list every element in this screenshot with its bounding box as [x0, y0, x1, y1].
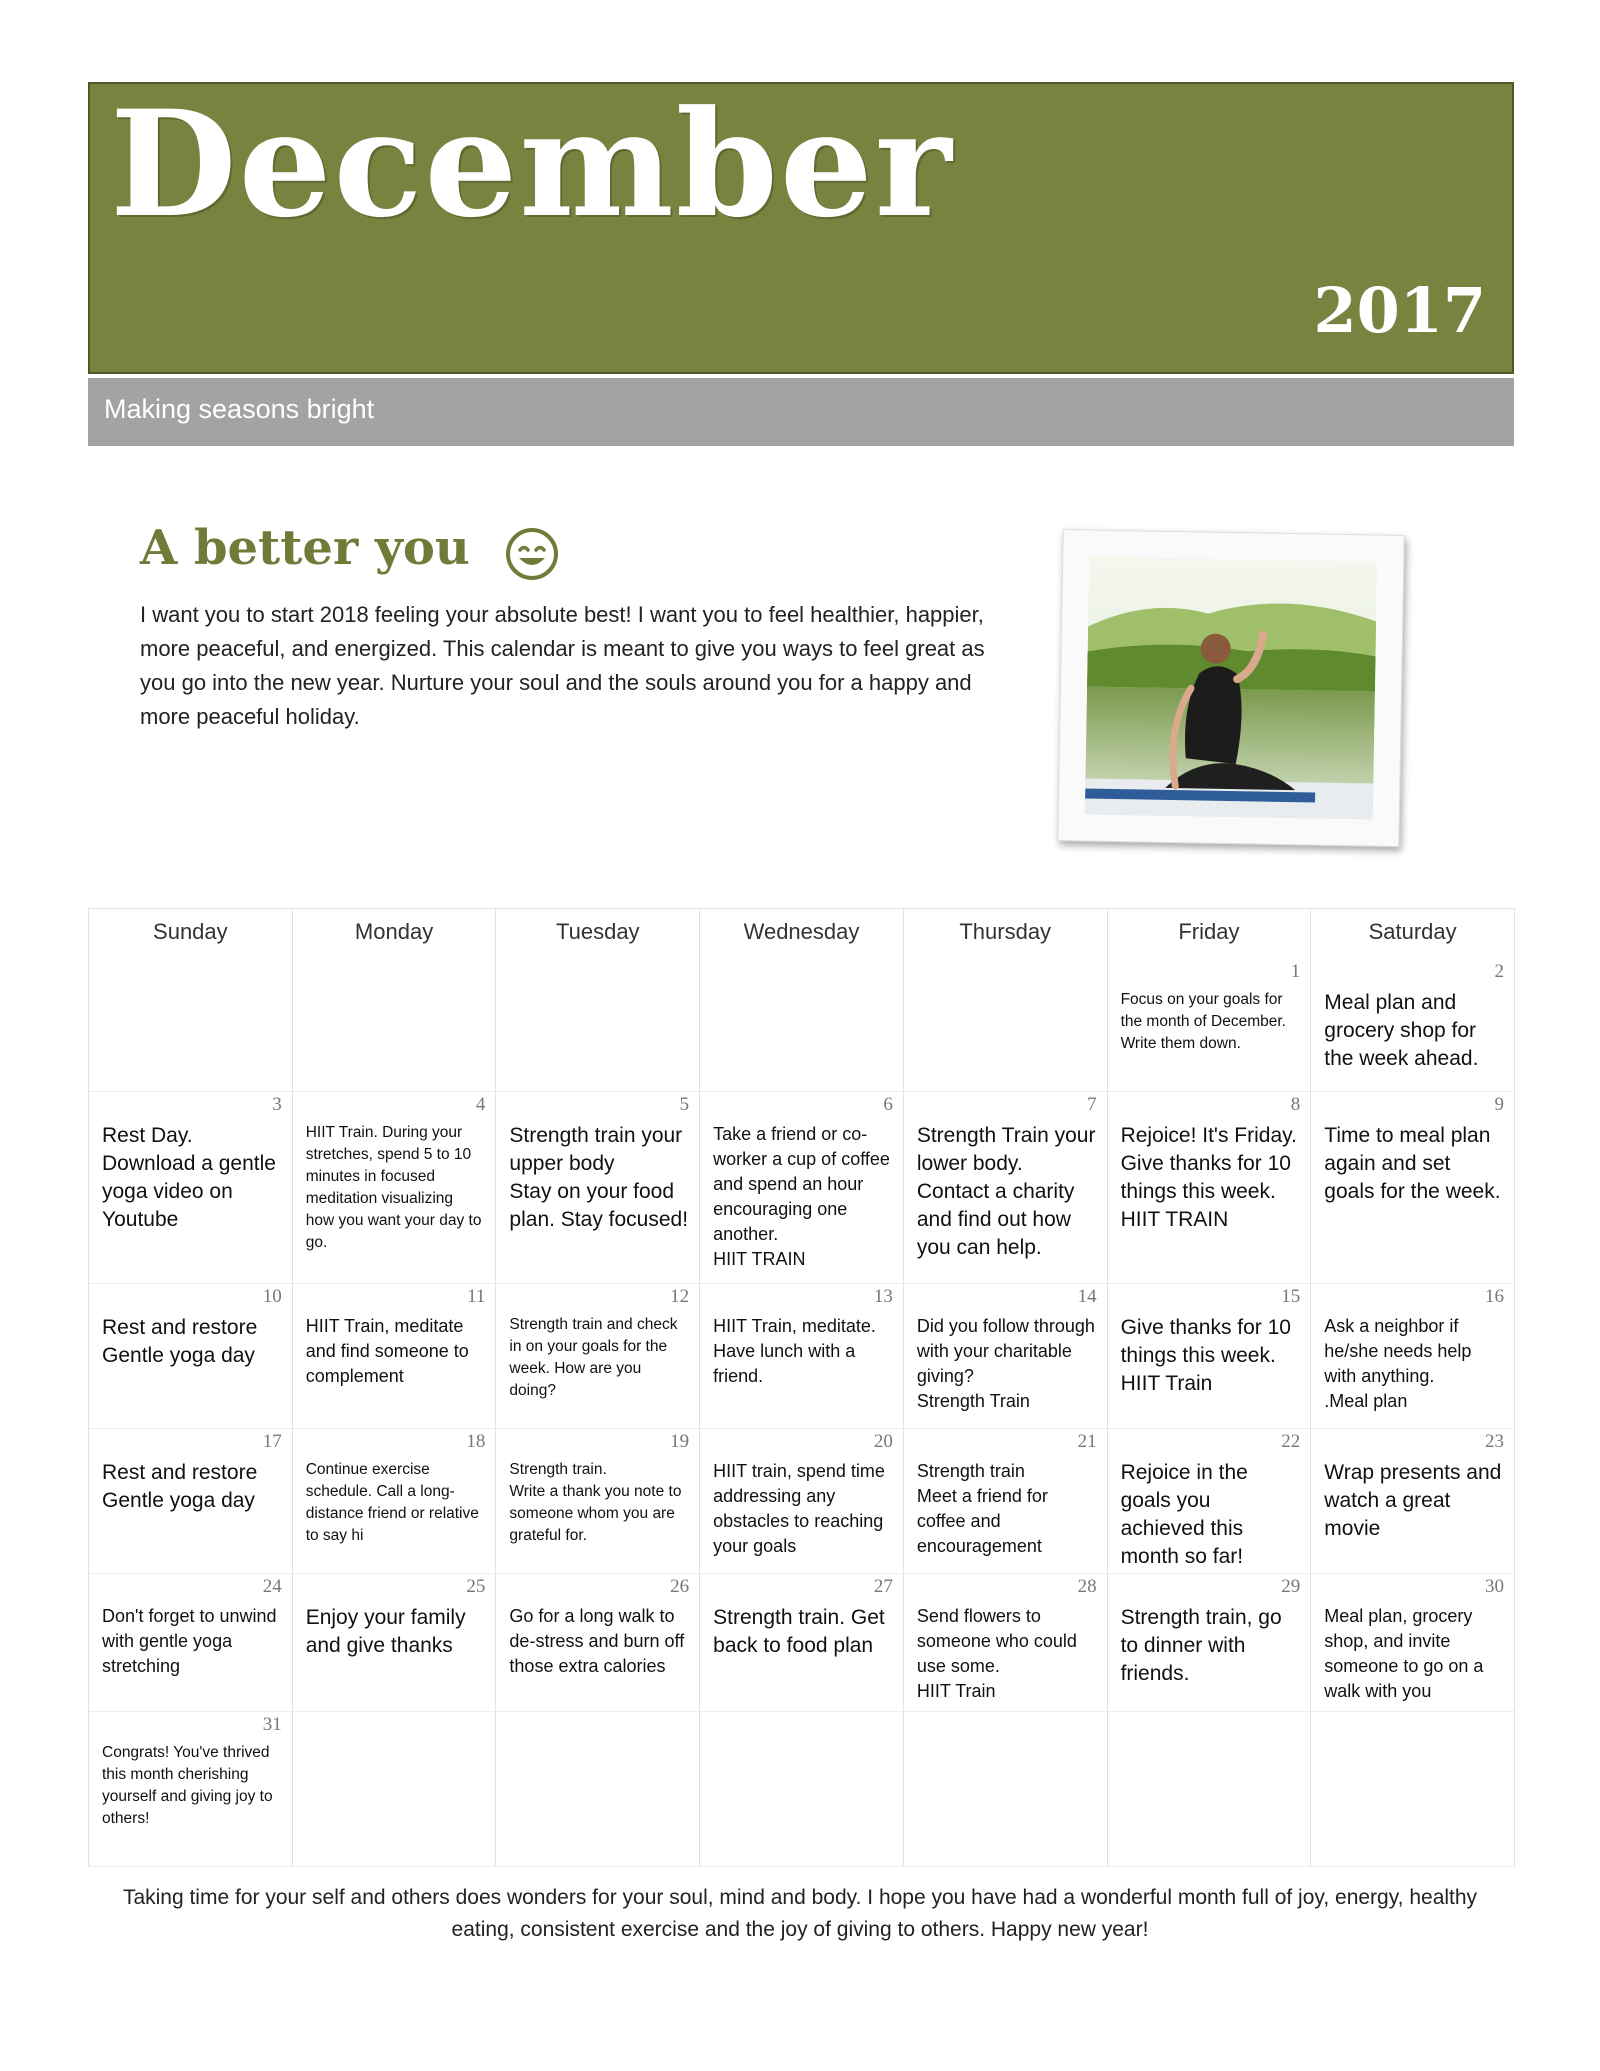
day-cell-27	[700, 1574, 904, 1712]
day-cell-24	[89, 1574, 293, 1712]
day-number: 24	[262, 1576, 282, 1597]
empty-day-cell	[496, 959, 700, 1092]
tagline: Making seasons bright	[104, 394, 375, 424]
day-text: HIIT Train, meditate. Have lunch with a friend.	[713, 1316, 876, 1386]
day-number: 10	[262, 1286, 282, 1307]
day-number: 8	[1290, 1094, 1301, 1115]
day-text: Take a friend or co-worker a cup of coffee and spend an hour encouraging one another. HIIT TRAIN	[713, 1124, 890, 1269]
day-text: Give thanks for 10 things this week. HIIT Train	[1120, 1316, 1291, 1395]
day-text: Strength train, go to dinner with friends.	[1120, 1606, 1282, 1685]
day-number: 6	[883, 1094, 893, 1115]
day-number: 23	[1484, 1431, 1504, 1452]
day-text: HIIT train, spend time addressing any obstacles to reaching your goals	[713, 1461, 885, 1556]
day-cell-11	[293, 1284, 497, 1429]
month-title: December	[110, 79, 954, 250]
day-cell-6	[700, 1092, 904, 1284]
day-text: Go for a long walk to de-stress and burn off those extra calories	[509, 1606, 685, 1676]
day-number: 16	[1484, 1286, 1504, 1307]
weekday-saturday: Saturday	[1311, 909, 1515, 959]
empty-day-cell	[496, 1712, 700, 1867]
day-number: 21	[1077, 1431, 1097, 1452]
day-cell-16	[1311, 1284, 1515, 1429]
empty-day-cell	[700, 959, 904, 1092]
day-number: 3	[272, 1094, 282, 1115]
weekday-wednesday: Wednesday	[700, 909, 904, 959]
day-text: Enjoy your family and give thanks	[305, 1606, 466, 1657]
day-cell-12	[496, 1284, 700, 1429]
day-text: Ask a neighbor if he/she needs help with anything. .Meal plan	[1324, 1316, 1472, 1411]
day-text: Rest and restore Gentle yoga day	[102, 1316, 258, 1367]
day-text: HIIT Train. During your stretches, spend 5 to 10 minutes in focused meditation visualizing how you want your day to go.	[305, 1124, 482, 1251]
empty-day-cell	[1108, 1712, 1312, 1867]
day-cell-10	[89, 1284, 293, 1429]
day-number: 22	[1281, 1431, 1301, 1452]
day-cell-7	[904, 1092, 1108, 1284]
day-number: 27	[873, 1576, 893, 1597]
day-number: 14	[1077, 1286, 1097, 1307]
intro-paragraph: I want you to start 2018 feeling your absolute best! I want you to feel healthier, happier, more peaceful, and energized. This calendar is meant to give you ways to feel great as you go into the new year. Nurture your soul and the souls around you for a happy and more peaceful holiday.	[140, 602, 985, 729]
empty-day-cell	[904, 959, 1108, 1092]
day-cell-4	[293, 1092, 497, 1284]
day-text: Don't forget to unwind with gentle yoga stretching	[102, 1606, 277, 1676]
day-text: Focus on your goals for the month of December. Write them down.	[1120, 991, 1286, 1052]
day-number: 18	[466, 1431, 486, 1452]
day-cell-15	[1108, 1284, 1312, 1429]
day-cell-19	[496, 1429, 700, 1574]
empty-day-cell	[293, 1712, 497, 1867]
day-number: 31	[262, 1714, 282, 1735]
day-cell-28	[904, 1574, 1108, 1712]
weekday-tuesday: Tuesday	[496, 909, 700, 959]
day-text: Did you follow through with your charitable giving? Strength Train	[916, 1316, 1095, 1411]
day-text: Wrap presents and watch a great movie	[1324, 1461, 1502, 1540]
day-text: Strength train. Get back to food plan	[713, 1606, 885, 1657]
day-text: Strength Train your lower body. Contact a charity and find out how you can help.	[916, 1124, 1096, 1259]
weekday-thursday: Thursday	[904, 909, 1108, 959]
day-text: Congrats! You've thrived this month cherishing yourself and giving joy to others!	[102, 1744, 273, 1827]
day-cell-29	[1108, 1574, 1312, 1712]
day-cell-5	[496, 1092, 700, 1284]
empty-day-cell	[1311, 1712, 1515, 1867]
day-cell-25	[293, 1574, 497, 1712]
empty-day-cell	[700, 1712, 904, 1867]
day-number: 2	[1494, 961, 1504, 982]
empty-day-cell	[904, 1712, 1108, 1867]
day-cell-21	[904, 1429, 1108, 1574]
weekday-monday: Monday	[293, 909, 497, 959]
year-label: 2017	[1313, 274, 1486, 347]
day-cell-30	[1311, 1574, 1515, 1712]
day-text: Rejoice in the goals you achieved this month so far!	[1120, 1461, 1248, 1568]
day-text: Strength train. Write a thank you note to someone whom you are grateful for.	[509, 1461, 682, 1544]
day-number: 29	[1281, 1576, 1301, 1597]
day-text: Send flowers to someone who could use some. HIIT Train	[916, 1606, 1077, 1701]
intro-title: A better you	[140, 520, 470, 576]
day-number: 9	[1494, 1094, 1504, 1115]
day-cell-26	[496, 1574, 700, 1712]
day-cell-20	[700, 1429, 904, 1574]
day-text: HIIT Train, meditate and find someone to complement	[305, 1316, 469, 1386]
day-number: 26	[670, 1576, 690, 1597]
day-number: 19	[670, 1431, 690, 1452]
day-cell-3	[89, 1092, 293, 1284]
day-text: Strength train and check in on your goals for the week. How are you doing?	[509, 1316, 678, 1399]
day-cell-23	[1311, 1429, 1515, 1574]
day-number: 25	[466, 1576, 486, 1597]
day-text: Strength train Meet a friend for coffee and encouragement	[916, 1461, 1048, 1556]
day-number: 20	[873, 1431, 893, 1452]
day-number: 11	[467, 1286, 486, 1307]
footer-message: Taking time for your self and others does wonders for your soul, mind and body. I hope you have had a wonderful month full of joy, energy, healthy eating, consistent exercise and the joy of giving to others. Happy new year!	[122, 1886, 1478, 1941]
day-text: Meal plan and grocery shop for the week ahead.	[1324, 991, 1479, 1070]
day-number: 30	[1484, 1576, 1504, 1597]
weekday-friday: Friday	[1108, 909, 1312, 959]
day-text: Time to meal plan again and set goals for the week.	[1324, 1124, 1501, 1203]
day-cell-18	[293, 1429, 497, 1574]
calendar-grid	[88, 908, 1515, 1867]
day-text: Continue exercise schedule. Call a long-distance friend or relative to say hi	[305, 1461, 479, 1544]
day-number: 5	[679, 1094, 690, 1115]
day-number: 17	[262, 1431, 282, 1452]
day-number: 4	[475, 1094, 486, 1115]
day-number: 13	[873, 1286, 893, 1307]
day-number: 28	[1077, 1576, 1097, 1597]
day-text: Rest Day. Download a gentle yoga video on Youtube	[102, 1124, 276, 1231]
empty-day-cell	[293, 959, 497, 1092]
day-text: Rejoice! It's Friday. Give thanks for 10 things this week. HIIT TRAIN	[1120, 1124, 1297, 1231]
day-cell-9	[1311, 1092, 1515, 1284]
day-number: 1	[1290, 961, 1301, 982]
yoga-photo	[1057, 529, 1404, 847]
day-cell-8	[1108, 1092, 1312, 1284]
day-cell-31	[89, 1712, 293, 1867]
weekday-sunday: Sunday	[89, 909, 293, 959]
yoga-photo-image	[1085, 557, 1377, 820]
day-text: Meal plan, grocery shop, and invite someone to go on a walk with you	[1324, 1606, 1484, 1701]
empty-day-cell	[89, 959, 293, 1092]
day-cell-2	[1311, 959, 1515, 1092]
day-cell-22	[1108, 1429, 1312, 1574]
day-cell-1	[1108, 959, 1312, 1092]
day-text: Strength train your upper body Stay on your food plan. Stay focused!	[509, 1124, 689, 1231]
day-cell-17	[89, 1429, 293, 1574]
day-text: Rest and restore Gentle yoga day	[102, 1461, 258, 1512]
day-cell-14	[904, 1284, 1108, 1429]
day-number: 12	[670, 1286, 690, 1307]
day-number: 7	[1087, 1094, 1097, 1115]
day-cell-13	[700, 1284, 904, 1429]
day-number: 15	[1281, 1286, 1301, 1307]
smiley-icon	[504, 526, 560, 582]
